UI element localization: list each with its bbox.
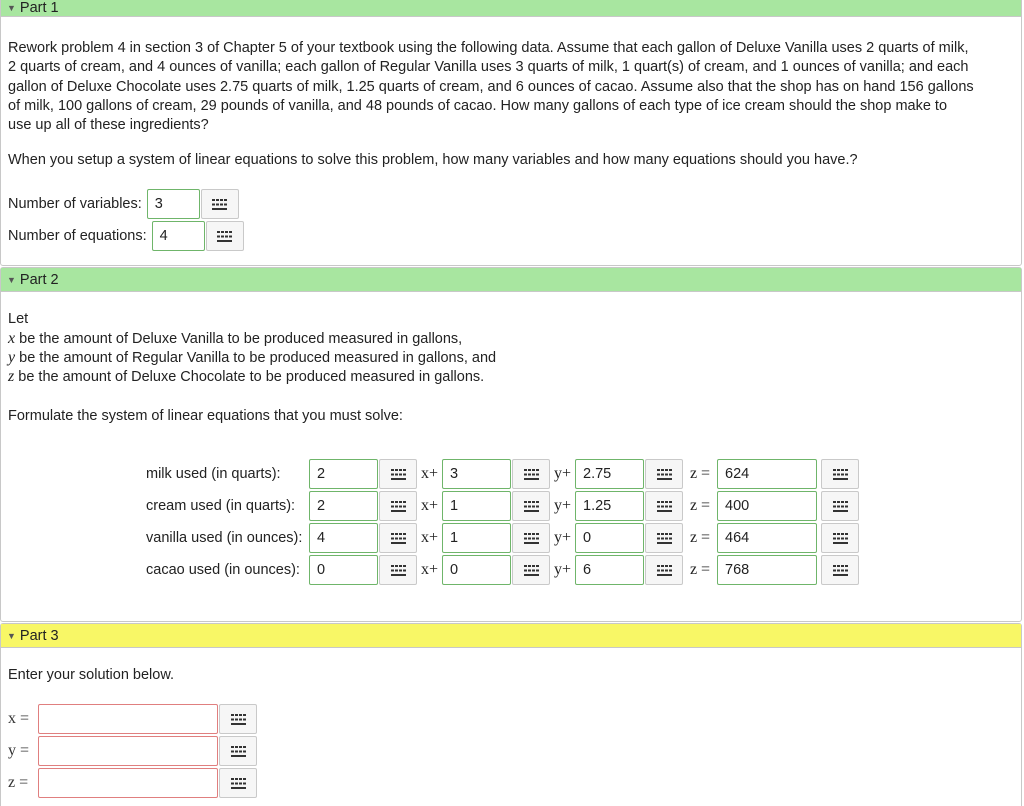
part-1-panel — [0, 0, 1022, 266]
solution-row — [8, 767, 257, 799]
equation-row — [146, 522, 859, 554]
y-plus-op: y+ — [553, 497, 572, 514]
coef-y-input[interactable]: 1 — [442, 523, 511, 553]
formulate-text: Formulate the system of linear equations that you must solve: — [8, 408, 403, 424]
keypad-icon — [524, 533, 539, 544]
keypad-button[interactable] — [821, 523, 859, 553]
solution-input[interactable] — [38, 704, 218, 734]
triangle-down-icon: ▼ — [7, 631, 16, 641]
z-equals-op: z = — [689, 465, 711, 482]
equation-label: cream used (in quarts): — [146, 498, 296, 514]
def-y — [8, 348, 1016, 368]
x-plus-op: x+ — [420, 497, 439, 514]
coef-y-input[interactable]: 0 — [442, 555, 511, 585]
rhs-input[interactable]: 464 — [717, 523, 817, 553]
keypad-button[interactable] — [512, 555, 550, 585]
keypad-button[interactable] — [821, 459, 859, 489]
keypad-icon — [231, 778, 246, 789]
part-1-header[interactable] — [1, 0, 1021, 17]
def-z-var: z — [8, 368, 15, 385]
def-x-var: x — [8, 330, 16, 347]
rhs-input[interactable]: 624 — [717, 459, 817, 489]
keypad-icon — [524, 565, 539, 576]
x-plus-op: x+ — [420, 561, 439, 578]
solution-row — [8, 703, 257, 735]
keypad-button[interactable] — [645, 491, 683, 521]
coef-x-input[interactable]: 2 — [309, 459, 378, 489]
solution-input[interactable] — [38, 768, 218, 798]
y-plus-op: y+ — [553, 465, 572, 482]
num-variables-input[interactable]: 3 — [147, 189, 200, 219]
keypad-icon — [833, 533, 848, 544]
keypad-icon — [231, 746, 246, 757]
problem-text: Rework problem 4 in section 3 of Chapter 5 of your textbook using the following data. Assume that each gallon of Deluxe Vanilla uses 2 quarts of milk, 2 quarts of cream, and 4 ounces of vanilla; each gallon of Regular Vanilla uses 3 quarts of milk, 1 quart(s) of cream, and 1 ounces of vanilla; and each gallon of Deluxe Chocolate uses 2.75 quarts of milk, 1.25 quarts of cream, and 6 ounces of cacao. Assume also that the shop has on hand 156 gallons of milk, 100 gallons of cream, 29 pounds of vanilla, and 48 pounds of cacao. How many gallons of each type of ice cream should the shop make to use up all of these ingredients? — [8, 40, 974, 134]
part-2-header[interactable] — [1, 268, 1021, 292]
triangle-down-icon: ▼ — [7, 3, 16, 13]
keypad-button[interactable] — [821, 555, 859, 585]
part-3-title: Part 3 — [19, 628, 59, 644]
solution-var-label: y = — [8, 742, 30, 759]
solution-var-label: z = — [8, 774, 29, 791]
solution-input[interactable] — [38, 736, 218, 766]
equation-row — [146, 490, 859, 522]
num-variables-row — [8, 188, 239, 220]
def-y-var: y — [8, 349, 16, 366]
coef-y-input[interactable]: 1 — [442, 491, 511, 521]
def-y-text: be the amount of Regular Vanilla to be produced measured in gallons, and — [19, 350, 497, 366]
rhs-input[interactable]: 400 — [717, 491, 817, 521]
coef-z-input[interactable]: 6 — [575, 555, 644, 585]
keypad-icon — [833, 501, 848, 512]
keypad-icon — [391, 533, 406, 544]
keypad-button[interactable] — [206, 221, 244, 251]
coef-y-input[interactable]: 3 — [442, 459, 511, 489]
z-equals-op: z = — [689, 497, 711, 514]
keypad-icon — [217, 231, 232, 242]
keypad-button[interactable] — [379, 491, 417, 521]
keypad-button[interactable] — [379, 523, 417, 553]
triangle-down-icon: ▼ — [7, 275, 16, 285]
keypad-icon — [524, 501, 539, 512]
keypad-button[interactable] — [379, 555, 417, 585]
keypad-button[interactable] — [512, 491, 550, 521]
keypad-button[interactable] — [219, 768, 257, 798]
x-plus-op: x+ — [420, 529, 439, 546]
equation-row — [146, 458, 859, 490]
keypad-icon — [657, 501, 672, 512]
coef-z-input[interactable]: 0 — [575, 523, 644, 553]
solution-instruction: Enter your solution below. — [8, 667, 175, 683]
num-equations-row — [8, 220, 244, 252]
z-equals-op: z = — [689, 529, 711, 546]
keypad-button[interactable] — [512, 523, 550, 553]
part-3-panel — [0, 623, 1022, 806]
def-z — [8, 367, 1016, 387]
part-2-title: Part 2 — [19, 272, 59, 288]
keypad-button[interactable] — [201, 189, 239, 219]
coef-x-input[interactable]: 4 — [309, 523, 378, 553]
solution-var-label: x = — [8, 710, 30, 727]
num-variables-label: Number of variables: — [8, 196, 142, 212]
keypad-button[interactable] — [645, 523, 683, 553]
equation-label: vanilla used (in ounces): — [146, 530, 303, 546]
keypad-icon — [212, 199, 227, 210]
num-equations-label: Number of equations: — [8, 228, 147, 244]
def-z-text: be the amount of Deluxe Chocolate to be produced measured in gallons. — [18, 369, 485, 385]
y-plus-op: y+ — [553, 561, 572, 578]
keypad-button[interactable] — [219, 704, 257, 734]
keypad-icon — [833, 469, 848, 480]
part-3-header[interactable] — [1, 624, 1021, 648]
keypad-button[interactable] — [219, 736, 257, 766]
part-1-title: Part 1 — [19, 0, 59, 16]
keypad-button[interactable] — [512, 459, 550, 489]
keypad-button[interactable] — [379, 459, 417, 489]
question-text: When you setup a system of linear equations to solve this problem, how many variables and how many equations should you have.? — [8, 152, 858, 168]
keypad-button[interactable] — [645, 459, 683, 489]
coef-z-input[interactable]: 1.25 — [575, 491, 644, 521]
keypad-icon — [391, 469, 406, 480]
rhs-input[interactable]: 768 — [717, 555, 817, 585]
keypad-icon — [833, 565, 848, 576]
coef-z-input[interactable]: 2.75 — [575, 459, 644, 489]
num-equations-input[interactable]: 4 — [152, 221, 205, 251]
part-2-panel — [0, 267, 1022, 622]
y-plus-op: y+ — [553, 529, 572, 546]
equation-label: milk used (in quarts): — [146, 466, 281, 482]
keypad-icon — [657, 469, 672, 480]
solution-row — [8, 735, 257, 767]
keypad-button[interactable] — [821, 491, 859, 521]
keypad-icon — [657, 565, 672, 576]
coef-x-input[interactable]: 0 — [309, 555, 378, 585]
z-equals-op: z = — [689, 561, 711, 578]
equation-label: cacao used (in ounces): — [146, 562, 300, 578]
def-x-text: be the amount of Deluxe Vanilla to be produced measured in gallons, — [19, 331, 463, 347]
let-text: Let — [8, 311, 29, 327]
def-x — [8, 329, 1016, 349]
keypad-icon — [231, 714, 246, 725]
x-plus-op: x+ — [420, 465, 439, 482]
keypad-button[interactable] — [645, 555, 683, 585]
coef-x-input[interactable]: 2 — [309, 491, 378, 521]
keypad-icon — [657, 533, 672, 544]
keypad-icon — [391, 501, 406, 512]
keypad-icon — [391, 565, 406, 576]
keypad-icon — [524, 469, 539, 480]
equation-row — [146, 554, 859, 586]
